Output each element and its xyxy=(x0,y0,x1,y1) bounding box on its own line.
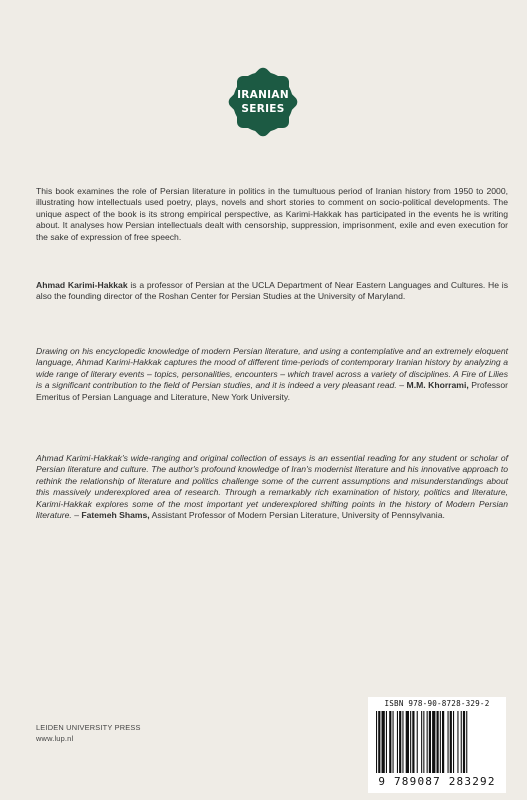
publisher-name: LEIDEN UNIVERSITY PRESS xyxy=(36,723,141,732)
endorsement-khorrami xyxy=(36,346,508,403)
iranian-series-badge xyxy=(220,59,306,145)
publisher-url: www.lup.nl xyxy=(36,734,74,743)
endorsement-shams-dash: – xyxy=(71,510,82,521)
barcode-digits: 9 789087 283292 xyxy=(378,775,496,788)
badge-line2: SERIES xyxy=(241,103,285,115)
endorsement-shams-affiliation: Assistant Professor of Modern Persian Literature, University of Pennsylvania. xyxy=(149,510,445,521)
endorsement-shams-author: Fatemeh Shams, xyxy=(81,510,150,521)
publisher-block xyxy=(36,722,141,744)
author-bio-text: is a professor of Persian at the UCLA Department of Near Eastern Languages and Cultures. He is also the founding director of the Roshan Center for Persian Studies at the University of Maryland. xyxy=(36,280,508,302)
badge-line1: IRANIAN xyxy=(237,89,289,101)
isbn-label: ISBN 978-90-8728-329-2 xyxy=(384,699,490,708)
author-name: Ahmad Karimi-Hakkak xyxy=(36,280,128,290)
endorsement-khorrami-author: M.M. Khorrami, xyxy=(406,380,469,391)
endorsement-shams-quote: Ahmad Karimi-Hakkak's wide-ranging and original collection of essays is an essential reading for any student or scholar of Persian literature and culture. The author's profound knowledge of Iran's modernist literature and his innovative approach to rethink the relationship of literature and politics challenge some of the current assumptions and misunderstandings about this massively underexplored area of research. Through a remarkably rich examination of history, politics and literature, Karimi-Hakkak explores some of the most important yet underexplored shifting points in the history of Modern Persian literature. xyxy=(36,453,508,521)
endorsement-shams xyxy=(36,453,508,521)
author-bio xyxy=(36,280,508,303)
endorsement-khorrami-affiliation: Professor Emeritus of Persian Language and Literature, New York University. xyxy=(36,380,508,402)
endorsement-khorrami-dash: – xyxy=(396,380,407,391)
book-description: This book examines the role of Persian literature in politics in the tumultuous period of Iranian history from 1950 to 2000, illustrating how intellectuals used poetry, plays, novels and short stories to comment on socio-political developments. The unique aspect of the book is its strong empirical perspective, as Karimi-Hakkak has participated in the events he is writing about. It analyses how Persian intellectuals dealt with censorship, suppression, imprisonment, exile and even execution for the sake of expression of free speech. xyxy=(36,186,508,242)
isbn-barcode xyxy=(368,697,506,793)
endorsement-khorrami-quote: Drawing on his encyclopedic knowledge of modern Persian literature, and using a contemplative and an extremely eloquent language, Ahmad Karimi-Hakkak captures the mood of different time-periods of contemporary Iranian history by analyzing a wide range of literary events – topics, personalities, encounters – which travel across a variety of disciplines. A Fire of Lilies is a significant contribution to the field of Persian studies, and it is indeed a very pleasant read. xyxy=(36,346,508,391)
barcode-bars xyxy=(376,711,498,775)
